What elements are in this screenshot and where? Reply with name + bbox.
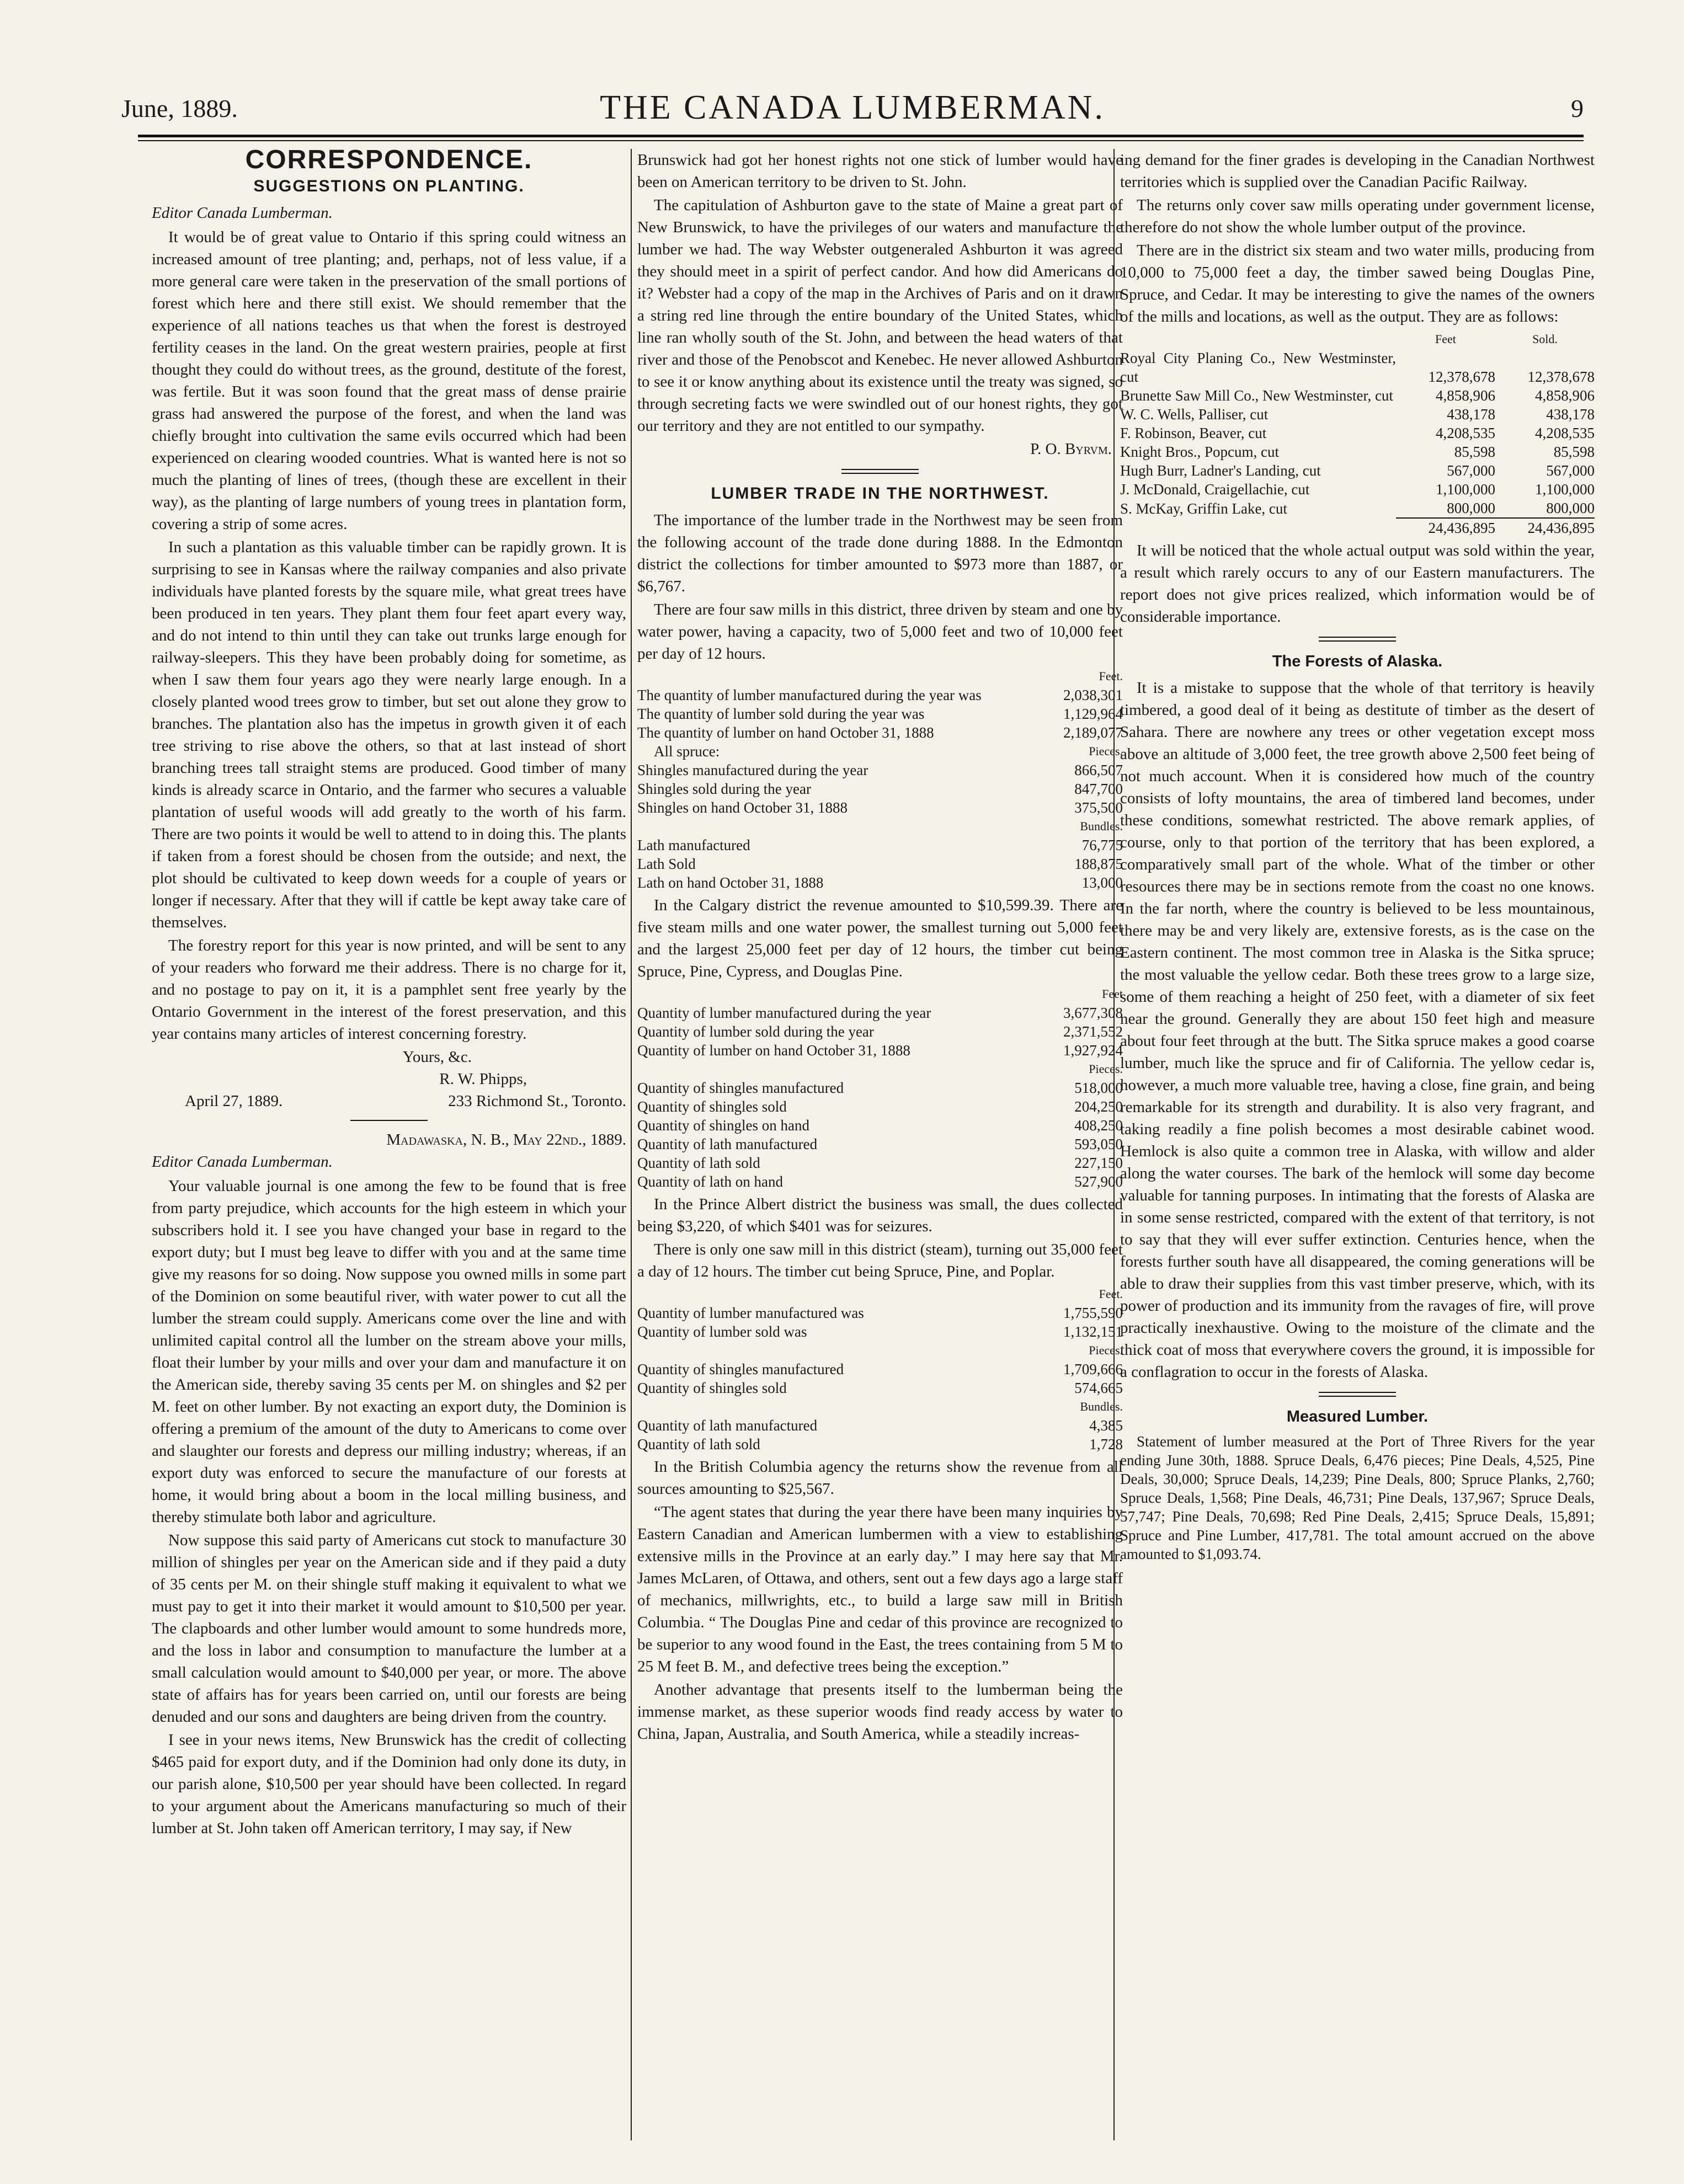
mill-name: W. C. Wells, Palliser, cut [1120, 406, 1269, 423]
letter-closing: Yours, &c. [402, 1048, 472, 1066]
mill-name: Brunette Saw Mill Co., New Westminster, cut [1120, 387, 1393, 404]
table-row [637, 798, 1123, 817]
unit-label: Bundles. [1080, 819, 1123, 833]
paragraph: Another advantage that presents itself to the lumberman being the immense market, as these superior woods find ready access by water to China, Japan, Australia, and South America, while a steadily increas- [637, 1681, 1123, 1743]
paragraph: The capitulation of Ashburton gave to the state of Maine a great part of New Brunswick, to have the privileges of our waters and manufacture the lumber we had. The way Webster outgeneraled Ashburton it was agreed they should meet in a spirit of perfect candor. And how did Americans do it? Webster had a copy of the map in the Archives of Paris and on it drawn a string red line through the entire boundary of the United States, which line ran wholly south of the St. John, and between the head waters of that river and those of the Penobscot and Kenebec. He never allowed Ashburton to see it or know anything about its existence until the treaty was signed, so through secreting facts we were swindled out of our honest rights, they got our territory and they are not entitled to our sympathy. [637, 196, 1123, 435]
table-row [637, 1322, 1123, 1341]
unit-label: Bundles. [1080, 1400, 1123, 1413]
table-row [637, 855, 1123, 873]
table-header [1120, 330, 1595, 349]
mill-feet: 800,000 [1447, 500, 1495, 516]
table-row [637, 1041, 1123, 1060]
row-value: 1,728 [1089, 1436, 1123, 1453]
paragraph: ing demand for the finer grades is developing in the Canadian Northwest territories which is supplied over the Canadian Pacific Railway. [1120, 151, 1595, 191]
section-heading: CORRESPONDENCE. [245, 145, 533, 174]
letter-dateline: Madawaska, N. B., May 22nd., 1889. [386, 1131, 626, 1149]
row-value: 1,129,964 [1063, 706, 1123, 722]
row-label: The quantity of lumber manufactured during the year was [637, 687, 982, 703]
table-row [637, 686, 1123, 704]
table-row [1120, 442, 1595, 461]
table-row [637, 723, 1123, 742]
paragraph: It would be of great value to Ontario if this spring could witness an increased amount of tree planting; and, perhaps, not of less value, if a more general care were taken in the preservation of the small portions of forest which here and there still exist. We should remember that the experience of all nations teaches us that when the forest is destroyed fertility ceases in the land. On the great western prairies, people at first thought they could do without trees, as the ground, destitute of the forest, was fertile. But it was soon found that the great mass of dense prairie grass had answered the purpose of the forest, and when the land was chiefly brought into cultivation the same evils occurred which had been experienced on clearing wooded countries. What is wanted here is not so much the planting of lines of trees, (though these are excellent in their way), as the planting of large numbers of young trees in plantation form, covering a strip of some acres. [152, 228, 626, 533]
mill-name: S. McKay, Griffin Lake, cut [1120, 500, 1287, 517]
table-row [637, 1135, 1123, 1154]
paragraph: In the Prince Albert district the business was small, the dues collected being $3,220, of which $401 was for seizures. [637, 1195, 1123, 1235]
column-header: Feet [1435, 332, 1456, 346]
mill-feet: 4,208,535 [1436, 425, 1495, 441]
table-row [637, 1379, 1123, 1397]
row-label: Lath on hand October 31, 1888 [637, 874, 824, 891]
row-label: The quantity of lumber sold during the year was [637, 706, 925, 722]
row-label: Quantity of shingles sold [637, 1098, 787, 1115]
calgary-lumber-table [637, 985, 1123, 1191]
table-row [637, 1360, 1123, 1379]
paragraph: It is a mistake to suppose that the whole of that territory is heavily timbered, a good deal of it being as destitute of timber as the desert of Sahara. There are nowhere any trees or other vegetation except moss above an altitude of 3,000 feet, the tree growth above 2,500 feet being of not much account. When it is considered how much of the country consists of lofty mountains, the area of timbered land becomes, under these conditions, somewhat restricted. The above remark applies, of course, only to that portion of the territory that has been explored, a comparatively small part of the whole. What of the timber or other resources there may be in sections remote from the coast no one knows. In the far north, where the country is believed to be less mountainous, there may be and very likely are, extensive forests, as is the case on the Eastern continent. The most common tree in Alaska is the Sitka spruce; the most valuable the yellow cedar. Both these trees grow to a large size, some of them reaching a height of 250 feet, with a diameter of six feet near the ground. Generally they are about 150 feet high and measure about four feet through at the butt. The Sitka spruce makes a good coarse lumber, much like the spruce and fir of California. The yellow cedar is, however, a much more valuable tree, having a close, fine grain, and being remarkable for its strength and durability. It is also very fragrant, and taking readily a fine polish becomes a most desirable cabinet wood. Hemlock is also quite a common tree in Alaska, with willow and alder along the water courses. The bark of the hemlock will some day become valuable for tanning purposes. In intimating that the forests of Alaska are in some sense restricted, compared with the extent of that territory, is not to say that they will ever suffer extinction. Centuries hence, when the forests further south have all disappeared, the coming generations will be able to draw their supplies from this vast timber preserve, which, with its power of production and its immunity from the ravages of fire, will prove practically inexhaustive. Owing to the moisture of the climate and the thick coat of moss that everywhere covers the ground, it is impossible for a conflagration to occur in the forests of Alaska. [1120, 679, 1595, 1381]
row-value: 2,371,552 [1063, 1023, 1123, 1040]
table-row [637, 1022, 1123, 1041]
column-2 [637, 149, 1123, 1746]
mill-name: Royal City Planing Co., New Westminster, cut [1120, 350, 1396, 385]
prince-albert-lumber-table [637, 1285, 1123, 1454]
row-value: 227,150 [1074, 1155, 1123, 1171]
mill-feet: 567,000 [1447, 462, 1495, 479]
paragraph: The forestry report for this year is now printed, and will be sent to any of your readers who forward me their address. There is no charge for it, and no postage to pay on it, it is a pamphlet sent free yearly by the Ontario Government in the interest of the forest preservation, and this year contains many articles of interest concerning forestry. [152, 937, 626, 1043]
row-label: Quantity of lumber manufactured during the year [637, 1005, 931, 1021]
letter-signature: P. O. Byrvm. [1030, 440, 1112, 458]
mill-feet: 438,178 [1447, 406, 1495, 423]
table-row [1120, 386, 1595, 405]
row-value: 1,132,151 [1063, 1323, 1123, 1340]
row-value: 188,875 [1074, 856, 1123, 872]
paragraph: It will be noticed that the whole actual output was sold within the year, a result which rarely occurs to any of our Eastern manufacturers. The report does not give prices realized, which information would be of considerable importance. [1120, 542, 1595, 626]
table-note: All spruce: [654, 743, 720, 760]
unit-label: Pieces. [1089, 1343, 1123, 1357]
row-label: Quantity of shingles on hand [637, 1117, 809, 1134]
table-row [1120, 499, 1595, 518]
row-label: Quantity of lath manufactured [637, 1136, 818, 1152]
row-value: 76,775 [1081, 837, 1123, 853]
row-value: 3,677,308 [1063, 1005, 1123, 1021]
paragraph: The importance of the lumber trade in the Northwest may be seen from the following account of the trade done during 1888. In the Edmonton district the collections for timber amounted to $973 more than 1887, or $6,767. [637, 511, 1123, 595]
mill-name: Knight Bros., Popcum, cut [1120, 444, 1279, 460]
mill-sold: 438,178 [1546, 406, 1595, 423]
mill-feet: 85,598 [1454, 444, 1495, 460]
row-label: Quantity of lath manufactured [637, 1417, 818, 1434]
mill-sold: 12,378,678 [1527, 369, 1595, 385]
letter-signature: R. W. Phipps, [439, 1070, 527, 1088]
row-value: 1,709,666 [1063, 1361, 1123, 1377]
paragraph: Now suppose this said party of Americans cut stock to manufacture 30 million of shingles per year on the American side and if they paid a duty of 35 cents per M. on their shingle stuff making it equivalent to what we must pay to get it into their market it would amount to $10,500 per year. The clapboards and other lumber would amount to some hundreds more, and the loss in labor and consumption to manufacture the lumber at a small calculation would amount to $40,000 per year, or more. The above state of affairs has for years been carried on, until our forests are being denuded and our sons and daughters are being driven from the country. [152, 1531, 626, 1726]
row-label: Shingles on hand October 31, 1888 [637, 799, 848, 816]
table-row [1120, 405, 1595, 424]
unit-label: Feet. [1099, 669, 1123, 683]
row-value: 2,038,301 [1063, 687, 1123, 703]
row-value: 204,250 [1074, 1098, 1123, 1115]
paragraph: There are four saw mills in this district, three driven by steam and one by water power, having a capacity, two of 5,000 feet and two of 10,000 feet per day of 12 hours. [637, 601, 1123, 663]
row-label: Quantity of lumber sold was [637, 1323, 807, 1340]
divider [350, 1120, 428, 1121]
total-feet: 24,436,895 [1396, 518, 1495, 537]
row-label: Quantity of lumber on hand October 31, 1888 [637, 1042, 910, 1059]
row-label: Quantity of shingles sold [637, 1380, 787, 1396]
paragraph: In the British Columbia agency the returns show the revenue from all sources amounting to $25,567. [637, 1458, 1123, 1498]
paragraph: I see in your news items, New Brunswick has the credit of collecting $465 paid for export duty, and if the Dominion had only done its duty, in our parish alone, $10,500 per year should have been collected. In regard to your argument about the Americans manufacturing so much of their lumber at St. John taken off American territory, I may say, if New [152, 1731, 626, 1837]
column-1 [152, 145, 626, 1840]
paragraph: In the Calgary district the revenue amounted to $10,599.39. There are five steam mills and one water power, the smallest turning out 5,000 feet and the largest 25,000 feet per day of 12 hours, the timber cut being Spruce, Pine, Cypress, and Douglas Pine. [637, 896, 1123, 980]
letter-salutation: Editor Canada Lumberman. [152, 204, 333, 222]
edmonton-lumber-table [637, 667, 1123, 892]
unit-label: Pieces. [1089, 1062, 1123, 1076]
row-value: 1,755,590 [1063, 1305, 1123, 1321]
table-row [1120, 349, 1595, 386]
row-label: Quantity of shingles manufactured [637, 1361, 844, 1377]
paragraph: “The agent states that during the year there have been many inquiries by Eastern Canadian and American lumbermen with a view to establishing extensive mills in the Province at an early day.” I may here say that Mr. James McLaren, of Ottawa, and others, sent out a few days ago a large staff of mechanics, millwrights, etc., to build a large saw mill in British Columbia. “ The Douglas Pine and cedar of this province are recognized to be superior to any wood found in the East, the trees containing from 5 M to 25 M feet B. M., and defective trees being the exception.” [637, 1503, 1123, 1675]
table-row [637, 1003, 1123, 1022]
mill-feet: 12,378,678 [1428, 369, 1495, 385]
letter-salutation: Editor Canada Lumberman. [152, 1153, 333, 1171]
paragraph: Your valuable journal is one among the few to be found that is free from party prejudice, which accounts for the high esteem in which your subscribers hold it. I see you have changed your base in regard to the export duty; but I must beg leave to differ with you and at the same time give my reasons for so doing. Now suppose you owned mills in some part of the Dominion on some beautiful river, with water power to cut all the lumber the stream could supply. Americans come over the line and with unlimited capital control all the lumber on the stream above your mills, float their lumber by your mills and over your dam and manufacture it on the American side, thereby saving 35 cents per M. on shingles and $2 per M. feet on other lumber. By not exacting an export duty, the Dominion is offering a premium of the amount of the duty to Americans to come over and slaughter our forests and depress our milling industry; whereas, if an export duty was enforced to secure the manufacture of our forests at home, it would bring about a boom in the local milling business, and thereby stimulate both labor and agriculture. [152, 1177, 626, 1526]
masthead-rule-thin [138, 140, 1584, 141]
mill-name: F. Robinson, Beaver, cut [1120, 425, 1267, 441]
article-title: Measured Lumber. [1286, 1408, 1429, 1425]
table-row [637, 779, 1123, 798]
row-value: 518,000 [1074, 1080, 1123, 1096]
mill-feet: 1,100,000 [1436, 481, 1495, 498]
newspaper-title: THE CANADA LUMBERMAN. [600, 89, 1105, 126]
paragraph: Statement of lumber measured at the Port of Three Rivers for the year ending June 30th, 1888. Spruce Deals, 6,476 pieces; Pine Deals, 4,525, Pine Deals, 30,000; Spruce Deals, 14,239; Pine Deals, 800; Spruce Planks, 2,760; Spruce Deals, 1,568; Pine Deals, 46,731; Pine Deals, 137,967; Spruce Deals, 57,747; Pine Deals, 70,698; Red Pine Deals, 2,415; Spruce Deals, 15,891; Spruce and Pine Lumber, 417,781. The total amount accrued on the above amounted to $1,093.74. [1120, 1433, 1595, 1562]
table-row [637, 761, 1123, 779]
row-label: Lath Sold [637, 856, 696, 872]
mill-sold: 4,208,535 [1535, 425, 1595, 441]
row-value: 375,500 [1074, 799, 1123, 816]
row-value: 593,050 [1074, 1136, 1123, 1152]
masthead [121, 88, 1584, 138]
page-number: 9 [1571, 94, 1584, 122]
article-title: LUMBER TRADE IN THE NORTHWEST. [711, 484, 1049, 503]
row-value: 13,000 [1081, 874, 1123, 891]
table-row [637, 1172, 1123, 1191]
table-total-row [1120, 518, 1595, 537]
row-label: Quantity of lath sold [637, 1155, 760, 1171]
unit-label: Feet. [1099, 1287, 1123, 1301]
paragraph: In such a plantation as this valuable timber can be rapidly grown. It is surprising to see in Kansas where the railway companies and also private individuals have planted forests by the square mile, what great trees have been produced in ten years. They plant them four feet apart every way, and do not intend to thin until they can take out trunks large enough for railway-sleepers. This they have been probably doing for sometime, as when I saw them four years ago they were nearly large enough. In a closely planted wood trees grow to timber, but set out alone they grow to branches. The plantation also has the impetus in growth given it of each tree striving to rise above the others, so that at last instead of short branching trees tall straight stems are produced. Good timber of many kinds is already scarce in Ontario, and the farmer who secures a valuable plantation of useful woods will add greatly to the worth of his farm. There are two points it would be well to attend to in doing this. The plants if taken from a forest should be chosen from the outside; and next, the plot should be cultivated to keep down weeds for a couple of years or longer if necessary. After that they will if cattle be kept away take care of themselves. [152, 538, 626, 931]
table-row [637, 836, 1123, 855]
row-label: Shingles sold during the year [637, 781, 811, 797]
mill-sold: 1,100,000 [1535, 481, 1595, 498]
paragraph: There are in the district six steam and two water mills, producing from 10,000 to 75,000 feet a day, the timber sawed being Douglas Pine, Spruce, and Cedar. It may be interesting to give the names of the owners of the mills and locations, as well as the output. They are as follows: [1120, 242, 1595, 325]
table-row [637, 1435, 1123, 1454]
table-row [1120, 480, 1595, 499]
mill-name: J. McDonald, Craigellachie, cut [1120, 481, 1310, 498]
row-label: Quantity of lath on hand [637, 1173, 783, 1190]
divider [841, 469, 919, 474]
table-row [637, 873, 1123, 892]
row-value: 2,189,077 [1063, 724, 1123, 741]
row-value: 574,665 [1074, 1380, 1123, 1396]
paragraph: There is only one saw mill in this district (steam), turning out 35,000 feet a day of 12 hours. The timber cut being Spruce, Pine, and Poplar. [637, 1241, 1123, 1280]
table-row [637, 704, 1123, 723]
article-title: The Forests of Alaska. [1272, 653, 1443, 670]
mills-output-table [1120, 330, 1595, 537]
mill-sold: 800,000 [1546, 500, 1595, 516]
table-row [637, 1078, 1123, 1097]
column-divider [631, 149, 632, 2140]
row-value: 1,927,924 [1063, 1042, 1123, 1059]
mill-sold: 85,598 [1553, 444, 1595, 460]
letter-date: April 27, 1889. [185, 1092, 283, 1110]
column-3 [1120, 149, 1595, 1564]
row-label: Shingles manufactured during the year [637, 762, 868, 778]
total-sold: 24,436,895 [1495, 518, 1595, 537]
mill-feet: 4,858,906 [1436, 387, 1495, 404]
table-row [637, 1154, 1123, 1172]
row-label: Quantity of shingles manufactured [637, 1080, 844, 1096]
mill-sold: 4,858,906 [1535, 387, 1595, 404]
row-value: 4,385 [1089, 1417, 1123, 1434]
row-label: Quantity of lath sold [637, 1436, 760, 1453]
row-value: 527,900 [1074, 1173, 1123, 1190]
column-header: Sold. [1532, 332, 1558, 346]
letter-dateline [152, 1090, 626, 1112]
mill-name: Hugh Burr, Ladner's Landing, cut [1120, 462, 1321, 479]
row-value: 847,700 [1074, 781, 1123, 797]
row-label: Lath manufactured [637, 837, 750, 853]
table-row [637, 1304, 1123, 1322]
divider [1319, 637, 1396, 642]
masthead-rule [138, 135, 1584, 137]
paragraph: The returns only cover saw mills operating under government license, therefore do not show the whole lumber output of the province. [1120, 196, 1595, 236]
table-row [637, 1416, 1123, 1435]
table-row [637, 1097, 1123, 1116]
letter-title: SUGGESTIONS ON PLANTING. [253, 177, 525, 195]
unit-label: Feet [1102, 987, 1123, 1001]
table-row [637, 1116, 1123, 1135]
row-label: The quantity of lumber on hand October 31, 1888 [637, 724, 934, 741]
table-row [1120, 424, 1595, 442]
issue-date: June, 1889. [121, 94, 238, 122]
row-label: Quantity of lumber manufactured was [637, 1305, 864, 1321]
row-label: Quantity of lumber sold during the year [637, 1023, 874, 1040]
mill-sold: 567,000 [1546, 462, 1595, 479]
table-row [1120, 461, 1595, 480]
letter-address: 233 Richmond St., Toronto. [448, 1092, 626, 1110]
row-value: 866,507 [1074, 762, 1123, 778]
paragraph: Brunswick had got her honest rights not one stick of lumber would have been on American territory to be driven to St. John. [637, 151, 1123, 191]
unit-label: Pieces. [1089, 744, 1123, 758]
row-value: 408,250 [1074, 1117, 1123, 1134]
divider [1319, 1392, 1396, 1397]
